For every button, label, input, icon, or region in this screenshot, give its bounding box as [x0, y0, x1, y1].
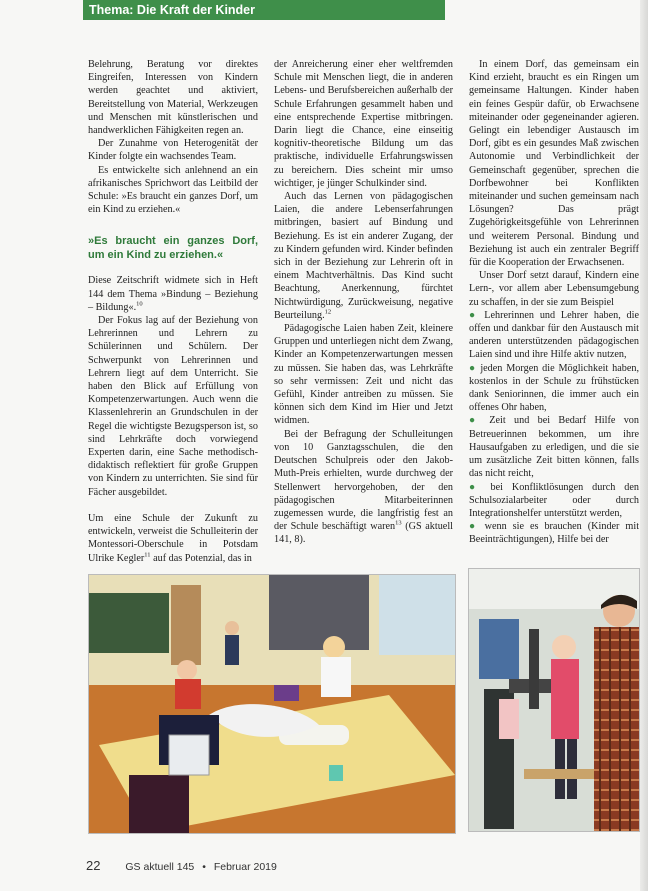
paragraph: Es entwickelte sich anlehnend an ein afrikanisches Sprichwort das Leitbild der Schule: »Es braucht ein ganzes Dorf, um ein Kind zu erziehen.« [88, 164, 258, 216]
bullet-icon: ● [469, 362, 477, 374]
paragraph: Diese Zeitschrift widmete sich in Heft 144 dem Thema »Bindung – Beziehung – Bildung«.$^{10}$ [88, 275, 258, 313]
bullet-icon: ● [469, 481, 482, 493]
footnote-ref: 13 [395, 519, 402, 527]
paragraph: Auch das Lernen von pädagogischen Laien, die andere Lebenserfahrungen mitbringen, basiert auf Bindung und Beziehung. Es ist ein anderer Zugang, der zu Kindern gefunden wird. Kinder befinden sich in der Beziehung zur Lehrerin oft in einem Machtverhältnis. Das Kind sucht Beachtung, Anerkennung, fürchtet Nichtwürdigung, Zurückweisung, negative Beurteilung.$^{12}$ [274, 191, 453, 321]
bullet-item: ● Lehrerinnen und Lehrer haben, die offen und dankbar für den Austausch mit anderen unterstützenden pädagogischen Laien sind und ihre Hilfe aktiv nutzen, [469, 309, 639, 361]
bullet-icon: ● [469, 521, 479, 533]
classroom-sewing-photo [88, 574, 456, 834]
publication-name: GS aktuell 145 [125, 861, 195, 873]
bullet-item: ● wenn sie es brauchen (Kinder mit Beeinträchtigungen), Hilfe bei der [469, 521, 639, 546]
footnote-ref: 10 [136, 300, 143, 308]
paragraph: Um eine Schule der Zukunft zu entwickeln, verweist die Schulleiterin der Montessori-Oberschule in Potsdam Ulrike Kegler$^{11}$ auf das Potenzial, das in [88, 512, 258, 564]
classroom-sewing-illustration [89, 575, 455, 833]
bullet-item: ● bei Konfliktlösungen durch den Schulsozialarbeiter oder durch Integrationshelfer unterstützt werden, [469, 481, 639, 519]
paragraph: Der Zunahme von Heterogenität der Kinder folgte ein wachsendes Team. [88, 138, 258, 163]
paragraph: Pädagogische Laien haben Zeit, kleinere Gruppen und unterliegen nicht dem Zwang, Kinder an Kompetenzerwartungen messen zu müssen. Sie haben das, was Lehrkräfte so sehr vermissen: Zeit und nicht das Gefühl, Kinder antreiben zu müssen. Sie können sich dem Kind im Hier und Jetzt widmen. [274, 323, 453, 427]
footnote-ref: 12 [324, 308, 332, 316]
bullet-item: ● Zeit und bei Bedarf Hilfe von Betreuerinnen bekommen, um ihre Hausaufgaben zu erledigen, und die sie um zusätzliche Zeit bitten können, falls das nicht reicht, [469, 415, 639, 480]
section-title: Thema: Die Kraft der Kinder [89, 3, 256, 17]
workshop-drill-photo [468, 568, 640, 832]
text-column-1 [88, 58, 258, 565]
subheading: »Es braucht ein ganzes Dorf, um ein Kind zu erziehen.« [88, 235, 258, 262]
paragraph: Belehrung, Beratung vor direktes Eingreifen, Interessen von Kindern werden geachtet und aktiviert, Bereitstellung von Material, Werkzeugen und Menschen mit künstlerischen und handwerklichen Fähigkeiten regen an. [88, 59, 258, 137]
section-header-bar [83, 0, 445, 20]
paragraph: Bei der Befragung der Schulleitungen von 10 Ganztagsschulen, die den Deutschen Schulpreis oder den Jakob-Muth-Preis erhielten, wurde durchweg der Stellenwert hervorgehoben, der den pädagogischen Mitarbeiterinnen zugemessen wurde, die langfristig fest an der Schule beschäftigt waren$^{13}$ (GS aktuell 141, 8). [274, 428, 453, 546]
separator-dot: • [202, 861, 206, 873]
footnote-ref: 11 [144, 551, 151, 559]
text-column-3 [469, 58, 639, 547]
bullet-icon: ● [469, 309, 479, 321]
bullet-item: ● jeden Morgen die Möglichkeit haben, kostenlos in der Schule zu frühstücken dank Seniorinnen, die immer auch ein offenes Ohr haben, [469, 362, 639, 414]
page-number: 22 [86, 858, 101, 873]
paragraph: Unser Dorf setzt darauf, Kindern eine Lern-, vor allem aber Lebensumgebung zu schaffen, in der sie zum Beispiel [469, 270, 639, 308]
page-edge-shadow [640, 0, 648, 891]
paragraph: der Anreicherung einer eher weltfremden Schule mit Menschen liegt, die in anderen Lebens- und Berufsbereichen außerhalb der Schule Erfahrungen gesammelt haben und eine entsprechende Expertise mitbringen. Darin liegt die Chance, eine einseitig kognitiv-theoretische Bildung um das praktische, individuelle Erfahrungswissen zu bereichern. Dies scheint mir umso wichtiger, je jünger Schulkinder sind. [274, 59, 453, 189]
paragraph: In einem Dorf, das gemeinsam ein Kind erzieht, braucht es ein Ringen um gemeinsame Haltungen. Kinder haben ein feines Gespür dafür, ob Erwachsene miteinander oder gegeneinander agieren. Gelingt ein lebendiger Austausch im Dorf, gibt es ein gesundes Maß zwischen Autonomie und Verbindlichkeit der Gemeinschaft gegenüber, sprechen die Dorfbewohner bei Konflikten miteinander und suchen gemeinsam nach Lösungen? Das prägt Zugehörigkeitsgefühle von Lehrerinnen und weiterem Personal. Bindung und Beziehung ist auch ein zentraler Begriff für die Kooperation der Erwachsenen. [469, 59, 639, 269]
issue-date: Februar 2019 [213, 861, 277, 873]
paragraph: Der Fokus lag auf der Beziehung von Lehrerinnen und Lehrern zu Schülerinnen und Schülern. Der Schwerpunkt von Lehrerinnen und Lehrern liegt auf dem Unterricht. Sie haben den Blick auf Erfüllung von Kompetenzerwartungen. Auch wenn die Klassenlehrerin an Grundschulen in der Regel die wichtigste Bezugsperson ist, so sind Lehrkräfte doch vorwiegend Experten darin, eine Sache methodisch-didaktisch reflektiert für große Gruppen von Kindern zu unterrichten. Sie sind für Fächer ausgebildet. [88, 315, 258, 498]
workshop-drill-illustration [469, 569, 639, 831]
text-column-2 [274, 58, 453, 547]
bullet-icon: ● [469, 415, 481, 427]
page-footer [86, 858, 277, 873]
